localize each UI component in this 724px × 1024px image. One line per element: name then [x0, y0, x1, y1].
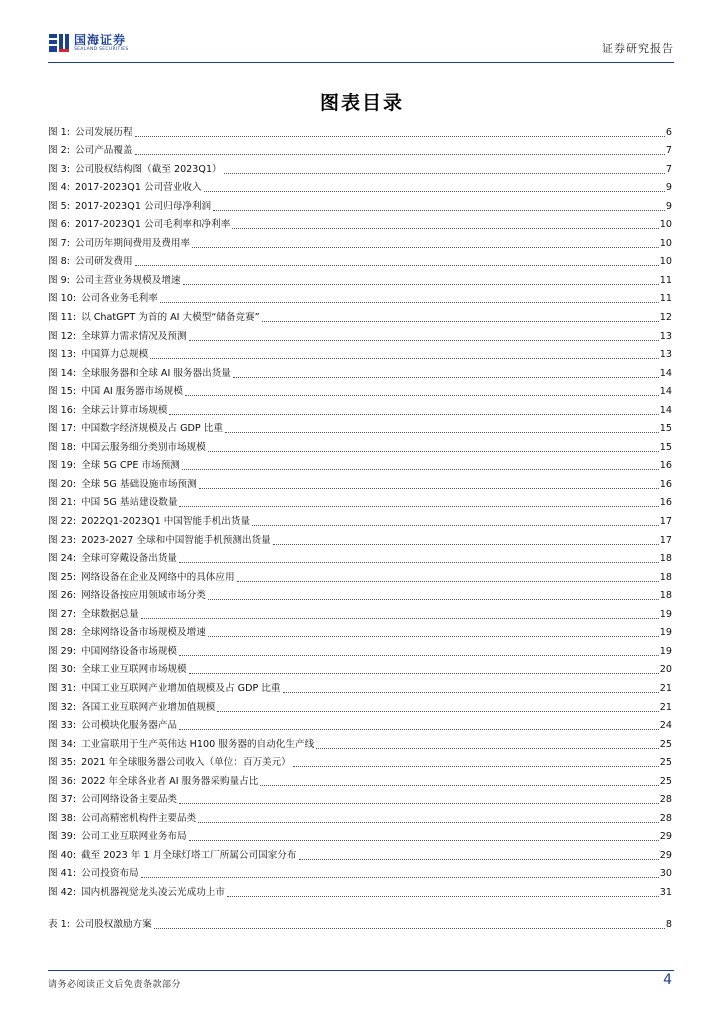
toc-figure-entry[interactable]: [48, 305, 672, 324]
toc-entry-page: 19: [659, 608, 672, 620]
toc-entry-number: 图 17:: [48, 423, 77, 435]
toc-figure-entry[interactable]: [48, 880, 672, 899]
toc-entry-number: 图 2:: [48, 145, 70, 157]
toc-entry-title: 全球数据总量: [81, 608, 139, 620]
toc-entry-page: 7: [665, 163, 672, 175]
toc-figure-entry[interactable]: [48, 268, 672, 287]
toc-entry-page: 7: [665, 145, 672, 157]
toc-entry-number: 图 13:: [48, 349, 77, 361]
toc-entry-page: 11: [659, 274, 672, 286]
toc-entry-number: 图 14:: [48, 367, 77, 379]
toc-leader-dots: [262, 320, 659, 322]
toc-entry-number: 图 22:: [48, 516, 77, 528]
toc-entry-title: 全球可穿戴设备出货量: [81, 553, 178, 565]
toc-leader-dots: [208, 635, 659, 637]
toc-entry-number: 图 36:: [48, 775, 77, 787]
toc-entry-title: 中国数字经济规模及占 GDP 比重: [81, 423, 223, 435]
toc-entry-title: 中国网络设备市场规模: [81, 645, 178, 657]
toc-entry-number: 图 15:: [48, 386, 77, 398]
toc-entry-page: 25: [659, 757, 672, 769]
toc-entry-title: 全球网络设备市场规模及增速: [81, 627, 206, 639]
toc-figure-entry[interactable]: [48, 565, 672, 584]
toc-entry-page: 18: [659, 553, 672, 565]
toc-leader-dots: [189, 672, 659, 674]
toc-entry-number: 图 26:: [48, 590, 77, 602]
disclaimer-note: 请务必阅读正文后免责条款部分: [48, 980, 182, 990]
toc-entry-title: 中国 5G 基站建设数量: [81, 497, 178, 509]
toc-entry-number: 图 16:: [48, 404, 77, 416]
toc-figure-entry[interactable]: [48, 231, 672, 250]
toc-figure-entry[interactable]: [48, 120, 672, 139]
toc-entry-page: 25: [659, 775, 672, 787]
toc-entry-page: 13: [659, 330, 672, 342]
toc-entry-title: 公司投资布局: [81, 868, 139, 880]
toc-figure-entry[interactable]: [48, 157, 672, 176]
report-type-label: 证券研究报告: [602, 42, 674, 55]
toc-entry-number: 图 39:: [48, 831, 77, 843]
toc-entry-page: 13: [659, 349, 672, 361]
toc-entry-page: 14: [659, 404, 672, 416]
toc-entry-page: 16: [659, 460, 672, 472]
toc-entry-number: 图 9:: [48, 274, 70, 286]
toc-entry-number: 图 25:: [48, 571, 77, 583]
toc-entry-number: 图 37:: [48, 794, 77, 806]
toc-leader-dots: [225, 431, 659, 433]
toc-figure-entry[interactable]: [48, 676, 672, 695]
toc-entry-number: 图 27:: [48, 608, 77, 620]
toc-entry-title: 全球云计算市场规模: [81, 404, 168, 416]
toc-entry-page: 14: [659, 386, 672, 398]
toc-figure-entry[interactable]: [48, 454, 672, 473]
toc-leader-dots: [179, 802, 659, 804]
toc-entry-number: 图 8:: [48, 256, 70, 268]
toc-leader-dots: [252, 524, 659, 526]
toc-leader-dots: [135, 153, 665, 155]
toc-leader-dots: [204, 190, 665, 192]
toc-entry-number: 图 11:: [48, 312, 77, 324]
toc-figure-entry[interactable]: [48, 509, 672, 528]
toc-figure-entry[interactable]: [48, 398, 672, 417]
toc-leader-dots: [183, 283, 659, 285]
toc-leader-dots: [179, 505, 658, 507]
toc-entry-number: 图 28:: [48, 627, 77, 639]
toc-entry-number: 图 18:: [48, 441, 77, 453]
toc-leader-dots: [233, 376, 659, 378]
toc-entry-page: 10: [659, 256, 672, 268]
toc-entry-number: 图 30:: [48, 664, 77, 676]
toc-leader-dots: [141, 617, 659, 619]
toc-entry-page: 31: [659, 886, 672, 898]
toc-entry-title: 截至 2023 年 1 月全球灯塔工厂所属公司国家分布: [81, 849, 297, 861]
toc-figure-entry[interactable]: [48, 584, 672, 603]
toc-entry-title: 公司各业务毛利率: [81, 293, 158, 305]
toc-entry-title: 公司模块化服务器产品: [81, 720, 178, 732]
toc-entry-title: 中国云服务细分类别市场规模: [81, 441, 206, 453]
toc-leader-dots: [213, 209, 665, 211]
toc-entry-title: 全球工业互联网市场规模: [81, 664, 187, 676]
toc-entry-title: 中国工业互联网产业增加值规模及占 GDP 比重: [81, 682, 281, 694]
toc-figure-entry[interactable]: [48, 547, 672, 566]
toc-figure-entry[interactable]: [48, 176, 672, 195]
toc-figure-entry[interactable]: [48, 417, 672, 436]
toc-entry-title: 公司发展历程: [74, 126, 133, 138]
toc-entry-page: 18: [659, 590, 672, 602]
toc-figure-entry[interactable]: [48, 602, 672, 621]
toc-entry-number: 图 10:: [48, 293, 77, 305]
toc-entry-title: 2017-2023Q1 公司归母净利润: [74, 200, 212, 212]
toc-entry-page: 9: [665, 200, 672, 212]
toc-leader-dots: [273, 543, 659, 545]
toc-leader-dots: [189, 839, 659, 841]
toc-entry-title: 2022Q1-2023Q1 中国智能手机出货量: [81, 516, 251, 528]
toc-entry-page: 24: [659, 720, 672, 732]
toc-leader-dots: [179, 561, 659, 563]
toc-entry-number: 图 23:: [48, 534, 77, 546]
toc-entry-title: 中国算力总规模: [81, 349, 149, 361]
toc-leader-dots: [135, 135, 665, 137]
toc-entry-number: 图 19:: [48, 460, 77, 472]
toc-entry-title: 公司股权结构图（截至 2023Q1）: [74, 163, 222, 175]
toc-entry-title: 工业富联用于生产英伟达 H100 服务器的自动化生产线: [81, 738, 315, 750]
toc-entry-number: 图 42:: [48, 886, 77, 898]
toc-figure-entry[interactable]: [48, 343, 672, 362]
toc-figure-entry[interactable]: [48, 380, 672, 399]
company-logo: [48, 30, 129, 56]
toc-entry-page: 28: [659, 812, 672, 824]
toc-entry-page: 6: [665, 126, 672, 138]
toc-figure-entry[interactable]: [48, 491, 672, 510]
toc-leader-dots: [283, 691, 659, 693]
toc-entry-title: 公司工业互联网业务布局: [81, 831, 187, 843]
toc-entry-number: 图 12:: [48, 330, 77, 342]
toc-entry-page: 29: [659, 831, 672, 843]
toc-leader-dots: [208, 598, 659, 600]
toc-entry-page: 16: [659, 497, 672, 509]
toc-entry-title: 公司网络设备主要品类: [81, 794, 178, 806]
toc-leader-dots: [227, 895, 659, 897]
toc-leader-dots: [208, 450, 659, 452]
toc-entry-page: 17: [659, 516, 672, 528]
toc-entry-number: 图 35:: [48, 757, 77, 769]
toc-leader-dots: [169, 413, 658, 415]
page-header: [48, 30, 674, 60]
toc-figure-entry[interactable]: [48, 658, 672, 677]
toc-leader-dots: [135, 264, 659, 266]
toc-figure-entry[interactable]: [48, 287, 672, 306]
toc-figure-entry[interactable]: [48, 639, 672, 658]
toc-entry-number: 图 40:: [48, 849, 77, 861]
toc-entry-number: 表 1:: [48, 918, 70, 930]
toc-figure-entry[interactable]: [48, 361, 672, 380]
toc-entry-title: 2022 年全球各业者 AI 服务器采购量占比: [81, 775, 259, 787]
toc-entry-title: 国内机器视觉龙头凌云光成功上市: [81, 886, 225, 898]
toc-leader-dots: [260, 784, 658, 786]
header-divider: [48, 62, 674, 63]
toc-entry-page: 14: [659, 367, 672, 379]
toc-figure-entry[interactable]: [48, 769, 672, 788]
toc-entry-page: 21: [659, 682, 672, 694]
toc-entry-number: 图 38:: [48, 812, 77, 824]
sealand-logo-icon: [48, 32, 70, 54]
toc-leader-dots: [316, 747, 659, 749]
figure-table-of-contents: [48, 120, 672, 931]
toc-table-entry[interactable]: [48, 912, 672, 931]
toc-entry-title: 中国 AI 服务器市场规模: [81, 386, 183, 398]
toc-entry-title: 以 ChatGPT 为首的 AI 大模型“储备竞赛”: [81, 312, 260, 324]
toc-leader-dots: [224, 172, 665, 174]
toc-entry-title: 公司研发费用: [74, 256, 133, 268]
footer-divider: [48, 970, 674, 971]
toc-entry-number: 图 32:: [48, 701, 77, 713]
toc-figure-entry[interactable]: [48, 528, 672, 547]
toc-entry-title: 2023-2027 全球和中国智能手机预测出货量: [81, 534, 271, 546]
toc-figure-entry[interactable]: [48, 806, 672, 825]
toc-entry-page: 10: [659, 219, 672, 231]
toc-entry-page: 15: [659, 423, 672, 435]
toc-entry-page: 19: [659, 645, 672, 657]
toc-entry-number: 图 21:: [48, 497, 77, 509]
toc-entry-page: 16: [659, 478, 672, 490]
page-number: 4: [663, 972, 672, 988]
toc-entry-title: 全球算力需求情况及预测: [81, 330, 187, 342]
toc-figure-entry[interactable]: [48, 139, 672, 158]
toc-entry-number: 图 1:: [48, 126, 70, 138]
toc-figure-entry[interactable]: [48, 843, 672, 862]
toc-entry-page: 11: [659, 293, 672, 305]
toc-leader-dots: [199, 487, 659, 489]
toc-entry-title: 公司股权激励方案: [74, 918, 152, 930]
toc-entry-number: 图 7:: [48, 237, 70, 249]
toc-leader-dots: [179, 654, 659, 656]
toc-leader-dots: [150, 357, 659, 359]
toc-entry-page: 8: [665, 918, 672, 930]
toc-entry-page: 30: [659, 868, 672, 880]
toc-entry-number: 图 31:: [48, 682, 77, 694]
toc-entry-page: 28: [659, 794, 672, 806]
logo-chinese-name: 国海证券: [74, 32, 127, 47]
toc-entry-title: 各国工业互联网产业增加值规模: [81, 701, 216, 713]
toc-entry-number: 图 4:: [48, 182, 70, 194]
toc-leader-dots: [232, 227, 658, 229]
toc-entry-page: 21: [659, 701, 672, 713]
toc-figure-entry[interactable]: [48, 435, 672, 454]
toc-entry-page: 10: [659, 237, 672, 249]
toc-figure-entry[interactable]: [48, 472, 672, 491]
toc-leader-dots: [299, 858, 659, 860]
toc-entry-number: 图 34:: [48, 738, 77, 750]
toc-figure-entry[interactable]: [48, 621, 672, 640]
toc-entry-page: 18: [659, 571, 672, 583]
toc-entry-number: 图 20:: [48, 478, 77, 490]
toc-entry-title: 全球服务器和全球 AI 服务器出货量: [81, 367, 231, 379]
toc-figure-entry[interactable]: [48, 213, 672, 232]
toc-leader-dots: [293, 765, 659, 767]
toc-entry-title: 全球 5G 基础设施市场预测: [81, 478, 197, 490]
toc-entry-title: 2021 年全球服务器公司收入（单位：百万美元）: [81, 757, 291, 769]
toc-entry-number: 图 29:: [48, 645, 77, 657]
toc-entry-title: 2017-2023Q1 公司毛利率和净利率: [74, 219, 231, 231]
toc-entry-page: 20: [659, 664, 672, 676]
toc-entry-number: 图 3:: [48, 163, 70, 175]
toc-entry-number: 图 41:: [48, 868, 77, 880]
logo-english-name: SEALAND SECURITIES: [74, 46, 129, 52]
toc-entry-number: 图 6:: [48, 219, 70, 231]
toc-entry-page: 12: [659, 312, 672, 324]
toc-entry-page: 19: [659, 627, 672, 639]
toc-entry-page: 9: [665, 182, 672, 194]
toc-figure-entry[interactable]: [48, 250, 672, 269]
toc-entry-title: 公司高精密机构件主要品类: [81, 812, 197, 824]
page-title: 图表目录: [319, 92, 404, 114]
toc-entry-page: 17: [659, 534, 672, 546]
toc-leader-dots: [237, 580, 659, 582]
toc-figure-entry[interactable]: [48, 324, 672, 343]
toc-entry-number: 图 33:: [48, 720, 77, 732]
toc-figure-entry[interactable]: [48, 788, 672, 807]
toc-figure-entry[interactable]: [48, 194, 672, 213]
toc-entry-page: 25: [659, 738, 672, 750]
toc-entry-title: 网络设备在企业及网络中的具体应用: [81, 571, 235, 583]
toc-entry-number: 图 5:: [48, 200, 70, 212]
toc-entry-page: 29: [659, 849, 672, 861]
toc-entry-title: 2017-2023Q1 公司营业收入: [74, 182, 202, 194]
toc-figure-entry[interactable]: [48, 695, 672, 714]
toc-leader-dots: [154, 927, 665, 929]
toc-figure-entry[interactable]: [48, 714, 672, 733]
toc-figure-entry[interactable]: [48, 732, 672, 751]
toc-leader-dots: [217, 710, 658, 712]
toc-figure-entry[interactable]: [48, 751, 672, 770]
toc-figure-entry[interactable]: [48, 862, 672, 881]
toc-entry-number: 图 24:: [48, 553, 77, 565]
toc-figure-entry[interactable]: [48, 825, 672, 844]
toc-leader-dots: [185, 394, 659, 396]
toc-leader-dots: [189, 339, 659, 341]
toc-entry-page: 15: [659, 441, 672, 453]
toc-entry-title: 网络设备按应用领域市场分类: [81, 590, 206, 602]
toc-leader-dots: [192, 246, 659, 248]
toc-leader-dots: [141, 876, 659, 878]
toc-entry-title: 公司主营业务规模及增速: [74, 274, 181, 286]
toc-entry-title: 公司产品覆盖: [74, 145, 133, 157]
toc-entry-title: 全球 5G CPE 市场预测: [81, 460, 180, 472]
toc-leader-dots: [160, 301, 659, 303]
toc-entry-title: 公司历年期间费用及费用率: [74, 237, 191, 249]
toc-leader-dots: [182, 468, 659, 470]
toc-leader-dots: [179, 728, 659, 730]
toc-leader-dots: [198, 821, 659, 823]
